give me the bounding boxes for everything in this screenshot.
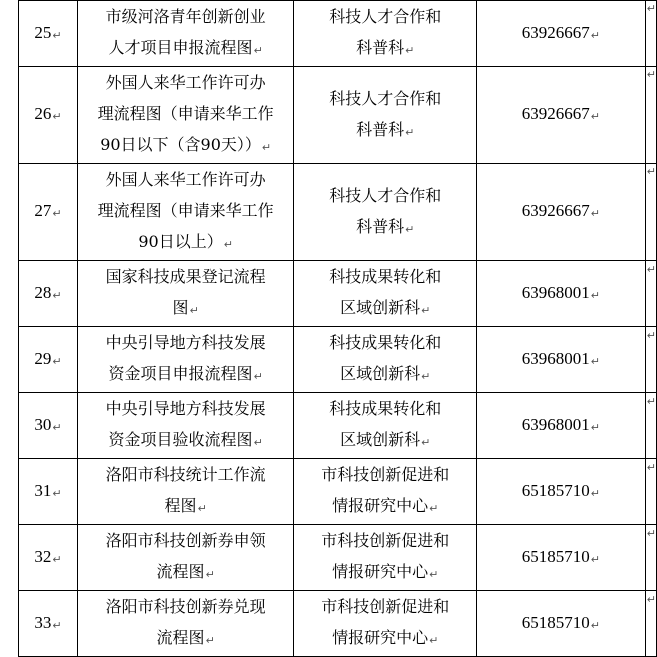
process-name-line: 程图↵ <box>164 496 207 515</box>
table-body <box>19 1 657 657</box>
paragraph-mark-icon: ↵ <box>421 436 431 449</box>
process-table <box>18 0 657 657</box>
paragraph-mark-icon: ↵ <box>261 141 272 154</box>
process-name-line: 中央引导地方科技发展 <box>105 333 266 352</box>
department-cell <box>294 1 477 67</box>
paragraph-mark-icon: ↵ <box>421 304 431 317</box>
department-line: 市科技创新促进和 <box>321 597 450 616</box>
department-line: 科技人才合作和 <box>329 7 442 26</box>
row-end-cell <box>645 459 656 525</box>
department-line: 科技人才合作和 <box>329 185 442 205</box>
department-line: 区域创新科↵ <box>340 430 431 449</box>
row-end-cell <box>645 261 656 327</box>
phone-number: 65185710 <box>521 546 590 566</box>
department-line: 区域创新科↵ <box>340 298 431 317</box>
process-name-line: 理流程图（申请来华工作 <box>97 104 274 123</box>
department-line: 科技成果转化和 <box>329 267 442 286</box>
department-line: 科技成果转化和 <box>329 333 442 352</box>
phone-cell <box>477 393 646 459</box>
row-number: 33 <box>34 612 52 632</box>
process-name-line: 理流程图（申请来华工作 <box>97 201 274 220</box>
row-end-cell <box>645 1 656 67</box>
paragraph-mark-icon: ↵ <box>590 207 600 220</box>
department-line: 区域创新科↵ <box>340 364 431 383</box>
process-name-line: 90日以下（含90天））↵ <box>100 135 272 154</box>
department-cell <box>294 327 477 393</box>
department-line: 科普科↵ <box>356 38 415 57</box>
process-name-line: 流程图↵ <box>156 628 215 647</box>
phone-number: 63926667 <box>521 22 590 42</box>
process-name-line: 外国人来华工作许可办 <box>105 73 266 92</box>
phone-number: 63926667 <box>521 201 590 220</box>
row-number-cell <box>19 393 78 459</box>
department-line: 科技成果转化和 <box>329 399 442 418</box>
department-cell <box>294 591 477 657</box>
process-name-line: 洛阳市科技创新券申领 <box>105 531 266 550</box>
paragraph-mark-icon: ↵ <box>429 634 439 647</box>
paragraph-mark-icon: ↵ <box>405 44 415 57</box>
department-line: 市科技创新促进和 <box>321 531 450 550</box>
row-number: 30 <box>34 414 52 434</box>
department-cell <box>294 67 477 164</box>
process-name-cell <box>77 164 294 261</box>
department-line: 情报研究中心↵ <box>332 628 439 647</box>
row-number: 28 <box>34 282 52 302</box>
row-end-cell <box>645 525 656 591</box>
paragraph-mark-icon: ↵ <box>52 207 62 220</box>
phone-number: 65185710 <box>521 480 590 500</box>
paragraph-mark-icon: ↵ <box>205 634 215 647</box>
paragraph-mark-icon: ↵ <box>52 486 62 500</box>
row-end-mark-icon: ↵ <box>646 2 656 15</box>
department-cell <box>294 459 477 525</box>
process-name-line: 人才项目申报流程图↵ <box>108 38 263 57</box>
phone-number: 63926667 <box>521 104 590 123</box>
department-cell <box>294 261 477 327</box>
department-line: 市科技创新促进和 <box>321 465 450 484</box>
phone-cell <box>477 591 646 657</box>
paragraph-mark-icon: ↵ <box>253 370 263 383</box>
paragraph-mark-icon: ↵ <box>590 354 600 368</box>
process-name-line: 洛阳市科技创新券兑现 <box>105 597 266 616</box>
row-number: 31 <box>34 480 52 500</box>
paragraph-mark-icon: ↵ <box>429 568 439 581</box>
paragraph-mark-icon: ↵ <box>590 288 600 302</box>
paragraph-mark-icon: ↵ <box>590 486 600 500</box>
department-line: 科技人才合作和 <box>329 88 442 108</box>
row-end-cell <box>645 591 656 657</box>
table-row <box>19 164 657 261</box>
department-line: 情报研究中心↵ <box>332 562 439 581</box>
paragraph-mark-icon: ↵ <box>52 28 62 42</box>
row-end-cell <box>645 67 656 164</box>
row-number-cell <box>19 525 78 591</box>
paragraph-mark-icon: ↵ <box>205 568 215 581</box>
row-end-mark-icon: ↵ <box>646 165 656 178</box>
paragraph-mark-icon: ↵ <box>590 28 600 42</box>
table-row <box>19 327 657 393</box>
table-row <box>19 459 657 525</box>
department-line: 科普科↵ <box>356 119 415 139</box>
row-end-mark-icon: ↵ <box>646 592 656 606</box>
row-number: 26 <box>34 104 52 123</box>
process-name-line: 国家科技成果登记流程 <box>105 267 266 286</box>
row-number-cell <box>19 459 78 525</box>
row-number: 27 <box>34 201 52 220</box>
phone-cell <box>477 67 646 164</box>
phone-number: 65185710 <box>521 612 590 632</box>
paragraph-mark-icon: ↵ <box>253 436 263 449</box>
department-line: 情报研究中心↵ <box>332 496 439 515</box>
row-end-mark-icon: ↵ <box>646 68 656 81</box>
phone-cell <box>477 525 646 591</box>
phone-number: 63968001 <box>521 348 590 368</box>
department-cell <box>294 525 477 591</box>
paragraph-mark-icon: ↵ <box>253 44 263 57</box>
paragraph-mark-icon: ↵ <box>197 502 207 515</box>
row-end-mark-icon: ↵ <box>646 526 656 540</box>
paragraph-mark-icon: ↵ <box>590 110 600 123</box>
process-name-line: 市级河洛青年创新创业 <box>105 7 266 26</box>
row-end-mark-icon: ↵ <box>646 460 656 474</box>
process-name-cell <box>77 67 294 164</box>
paragraph-mark-icon: ↵ <box>223 238 233 251</box>
table-row <box>19 393 657 459</box>
paragraph-mark-icon: ↵ <box>52 420 62 434</box>
process-name-line: 图↵ <box>172 298 199 317</box>
table-row <box>19 67 657 164</box>
phone-cell <box>477 459 646 525</box>
table-row <box>19 1 657 67</box>
paragraph-mark-icon: ↵ <box>590 552 600 566</box>
paragraph-mark-icon: ↵ <box>189 304 199 317</box>
process-name-cell <box>77 591 294 657</box>
paragraph-mark-icon: ↵ <box>52 288 62 302</box>
process-name-line: 流程图↵ <box>156 562 215 581</box>
phone-cell <box>477 261 646 327</box>
row-end-mark-icon: ↵ <box>646 328 656 342</box>
row-end-cell <box>645 164 656 261</box>
row-end-mark-icon: ↵ <box>646 262 656 276</box>
table-row <box>19 591 657 657</box>
process-name-cell <box>77 261 294 327</box>
row-number: 29 <box>34 348 52 368</box>
phone-number: 63968001 <box>521 414 590 434</box>
row-number-cell <box>19 67 78 164</box>
process-name-cell <box>77 393 294 459</box>
process-name-line: 资金项目验收流程图↵ <box>108 430 263 449</box>
paragraph-mark-icon: ↵ <box>52 552 62 566</box>
paragraph-mark-icon: ↵ <box>405 222 415 236</box>
paragraph-mark-icon: ↵ <box>52 354 62 368</box>
process-name-line: 洛阳市科技统计工作流 <box>105 465 266 484</box>
table-row <box>19 525 657 591</box>
row-end-cell <box>645 393 656 459</box>
phone-cell <box>477 327 646 393</box>
paragraph-mark-icon: ↵ <box>429 502 439 515</box>
process-name-cell <box>77 459 294 525</box>
paragraph-mark-icon: ↵ <box>590 420 600 434</box>
paragraph-mark-icon: ↵ <box>421 370 431 383</box>
row-number-cell <box>19 1 78 67</box>
row-number: 25 <box>34 22 52 42</box>
department-line: 科普科↵ <box>356 216 415 236</box>
department-cell <box>294 164 477 261</box>
paragraph-mark-icon: ↵ <box>590 618 600 632</box>
phone-cell <box>477 1 646 67</box>
paragraph-mark-icon: ↵ <box>52 618 62 632</box>
process-name-line: 90日以上）↵ <box>138 232 233 251</box>
row-number: 32 <box>34 546 52 566</box>
process-name-line: 资金项目申报流程图↵ <box>108 364 263 383</box>
phone-number: 63968001 <box>521 282 590 302</box>
paragraph-mark-icon: ↵ <box>52 110 62 123</box>
phone-cell <box>477 164 646 261</box>
row-number-cell <box>19 591 78 657</box>
table-row <box>19 261 657 327</box>
row-end-cell <box>645 327 656 393</box>
process-name-cell <box>77 525 294 591</box>
process-name-line: 外国人来华工作许可办 <box>105 170 266 189</box>
process-name-line: 中央引导地方科技发展 <box>105 399 266 418</box>
paragraph-mark-icon: ↵ <box>405 125 415 139</box>
row-end-mark-icon: ↵ <box>646 394 656 408</box>
row-number-cell <box>19 164 78 261</box>
department-cell <box>294 393 477 459</box>
row-number-cell <box>19 327 78 393</box>
process-name-cell <box>77 327 294 393</box>
row-number-cell <box>19 261 78 327</box>
process-name-cell <box>77 1 294 67</box>
